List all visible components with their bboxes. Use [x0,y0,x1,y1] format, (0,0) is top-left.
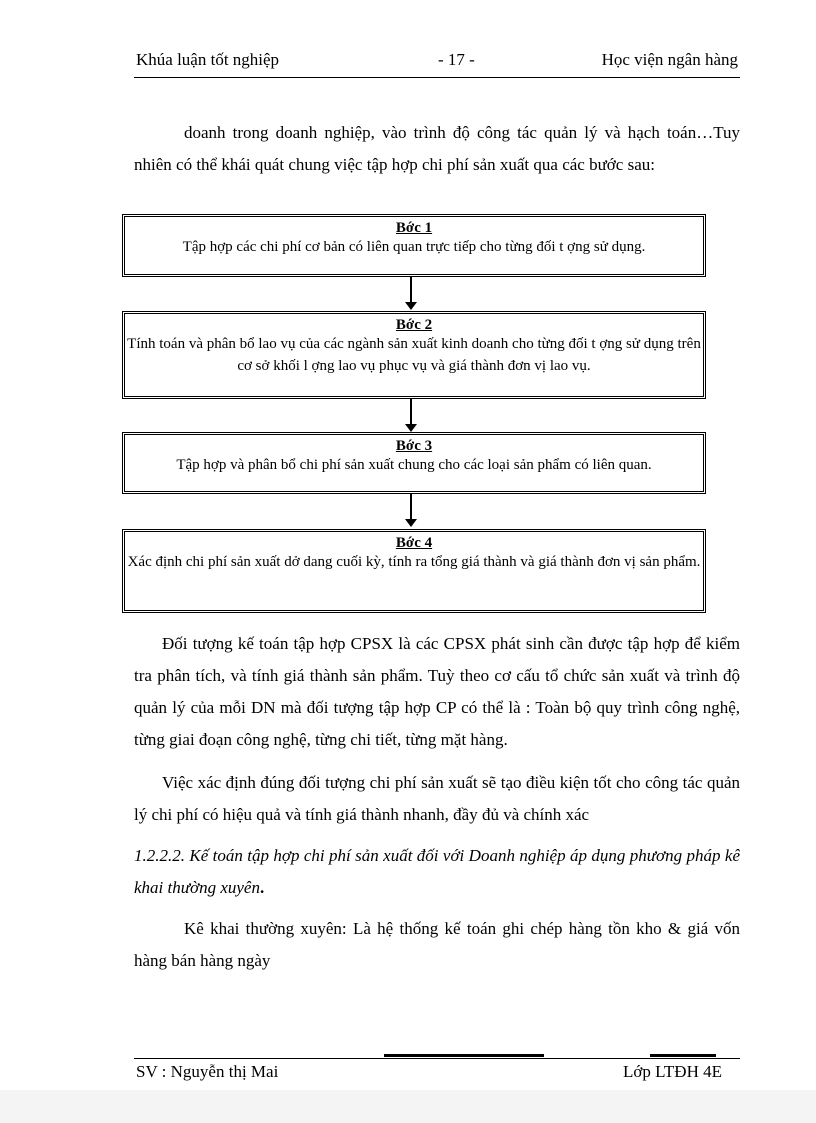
footer-class: Lớp LTĐH 4E [622,1062,722,1081]
flowchart-step-1 [122,214,706,277]
arrow-3-4-head [405,519,417,527]
flowchart-step-3 [122,432,706,494]
step-1-title: Bớc 1 [395,220,433,236]
section-heading-end: . [259,878,265,897]
step-3-title: Bớc 3 [395,438,433,454]
arrow-1-2-head [405,302,417,310]
footer-student-name: SV : Nguyễn thị Mai [136,1062,279,1081]
header-institution: Học viện ngân hàng [601,50,738,69]
paragraph-perpetual-inventory: Kê khai thường xuyên: Là hệ thống kế toán ghi chép hàng tồn kho & giá vốn hàng bán hàng ngày [134,919,740,970]
step-4-title: Bớc 4 [395,535,433,551]
arrow-1-2-line [410,277,412,305]
step-2-description: Tính toán và phân bổ lao vụ của các ngành sản xuất kinh doanh cho từng đối t ợng sử dụng trên cơ sở khối l ợng lao vụ phục vụ và giá thành đơn vị lao vụ. [127,336,701,374]
step-1-description: Tập hợp các chi phí cơ bản có liên quan trực tiếp cho từng đối t ợng sử dụng. [182,239,646,255]
step-4-description: Xác định chi phí sản xuất dở dang cuối kỳ, tính ra tổng giá thành và giá thành đơn vị sản phẩm. [127,554,701,570]
section-heading-1-2-2-2 [134,840,740,904]
arrow-2-3-line [410,399,412,427]
page-bottom-band [0,1090,816,1123]
paragraph-identification: Việc xác định đúng đối tượng chi phí sản xuất sẽ tạo điều kiện tốt cho công tác quản lý chi phí có hiệu quả và tính giá thành nhanh, đầy đủ và chính xác [134,773,740,824]
arrow-3-4-line [410,494,412,522]
flowchart-step-2 [122,311,706,399]
section-heading-text: 1.2.2.2. Kế toán tập hợp chi phí sản xuất đối với Doanh nghiệp áp dụng phương pháp kê khai thường xuyên [134,846,740,897]
step-2-title: Bớc 2 [395,317,433,333]
arrow-2-3-head [405,424,417,432]
footer-divider [134,1058,740,1059]
flowchart-step-4 [122,529,706,613]
header-thesis-title: Khúa luận tốt nghiệp [136,50,280,69]
footer-divider-accent [384,1054,544,1057]
step-3-description: Tập hợp và phân bổ chi phí sản xuất chung cho các loại sản phẩm có liên quan. [176,457,652,473]
footer-divider-accent-right [650,1054,716,1057]
header-divider [134,77,740,78]
intro-paragraph: doanh trong doanh nghiệp, vào trình độ công tác quản lý và hạch toán…Tuy nhiên có thể khái quát chung việc tập hợp chi phí sản xuất qua các bước sau: [134,123,740,174]
page-number: - 17 - [438,50,475,69]
paragraph-accounting-object: Đối tượng kế toán tập hợp CPSX là các CPSX phát sinh cần được tập hợp để kiểm tra phân tích, và tính giá thành sản phẩm. Tuỳ theo cơ cấu tổ chức sản xuất và trình độ quản lý của mỗi DN mà đối tượng tập hợp CP có thể là : Toàn bộ quy trình công nghệ, từng giai đoạn công nghệ, từng chi tiết, từng mặt hàng. [134,634,740,749]
